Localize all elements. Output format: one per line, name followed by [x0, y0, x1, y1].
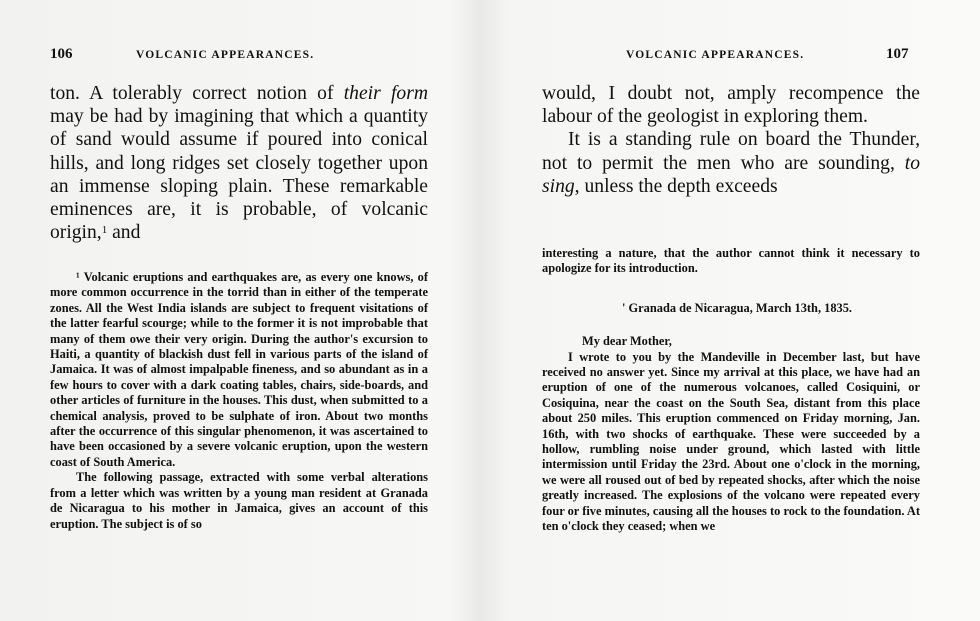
left-body-main: may be had by imagining that which a quantity of sand would assume if poured into conical hills, and long ridges set closely together upon an immense sloping plain. These remarkable eminences are, it is probable, of volcanic origin, [50, 106, 428, 244]
left-body-em-their: their [343, 83, 381, 104]
left-running-title: VOLCANIC APPEARANCES. [136, 49, 315, 61]
right-body-em-to-sing: to sing [542, 152, 920, 197]
right-page-header [542, 46, 932, 72]
footnote-paragraph-1: ¹ Volcanic eruptions and earthquakes are, as every one knows, of more common occurrence in the torrid than in either of the temperate zones. All the West India islands are subject to frequent visitations of the latter fearful scourge; while to the former it is not improbable that many of them owe their very origin. During the author's excursion to Haiti, a quantity of blackish dust fell in various parts of the island of Jamaica. It was of almost impalpable fineness, and so abundant as in a few hours to cover with a dark coating tables, chairs, side-boards, and other articles of furniture in the houses. This dust, when submitted to a chemical analysis, proved to be sulphate of iron. About two months after the occurrence of this singular phenomenon, it was ascertained to have been occasioned by a severe volcanic eruption, upon the western coast of South America. [50, 270, 428, 469]
right-body-paragraph-1: would, I doubt not, amply recompence the labour of the geologist in exploring them. [542, 83, 920, 128]
footnote-continuation: interesting a nature, that the author cannot think it necessary to apologize for its introduction. [542, 246, 920, 276]
left-body-em-form: form [390, 83, 428, 104]
left-page-number: 106 [50, 46, 73, 62]
left-page [50, 0, 430, 621]
left-page-header [50, 46, 430, 72]
right-footnote [542, 246, 920, 535]
left-footnote [50, 270, 428, 532]
letter-salutation: My dear Mother, [582, 334, 672, 349]
right-page-number: 107 [886, 46, 909, 62]
left-body-line1: ton. A tolerably correct notion of [50, 83, 344, 104]
right-running-title: VOLCANIC APPEARANCES. [626, 49, 805, 61]
footnote-mark: 1 [101, 224, 108, 237]
footnote-paragraph-2: The following passage, extracted with some verbal alterations from a letter which was written by a young man resident at Granada de Nicaragua to his mother in Jamaica, gives an account of this eruption. The subject is of so [50, 470, 428, 531]
right-page [542, 0, 932, 621]
right-body-p2b: , unless the depth exceeds [574, 175, 778, 197]
letter-dateline: ' Granada de Nicaragua, March 13th, 1835. [622, 300, 853, 315]
letter-body: I wrote to you by the Mandeville in December last, but have received no answer yet. Since my arrival at this place, we have had an eruption of one of the numerous volcanoes, called Cosiquini, or Cosiquina, near the coast on the South Sea, distant from this place about 250 miles. This eruption commenced on Friday morning, Jan. 16th, with two shocks of earthquake. These were succeeded by a hollow, rumbling noise under ground, which lasted with little intermission until Friday the 23rd. About one o'clock in the morning, we were all roused out of bed by repeated shocks, after which the noise greatly increased. The explosions of the volcano were repeated every four or five minutes, causing all the houses to rock to the foundation. At ten o'clock they ceased; when we [542, 349, 920, 534]
left-body-tail: and [107, 222, 141, 244]
right-body-p2a: It is a standing rule on board the Thunder, not to permit the men who are sounding, [542, 129, 920, 174]
left-body-text [50, 82, 428, 244]
right-body-paragraph-2 [542, 128, 920, 198]
right-body-text [542, 82, 920, 198]
